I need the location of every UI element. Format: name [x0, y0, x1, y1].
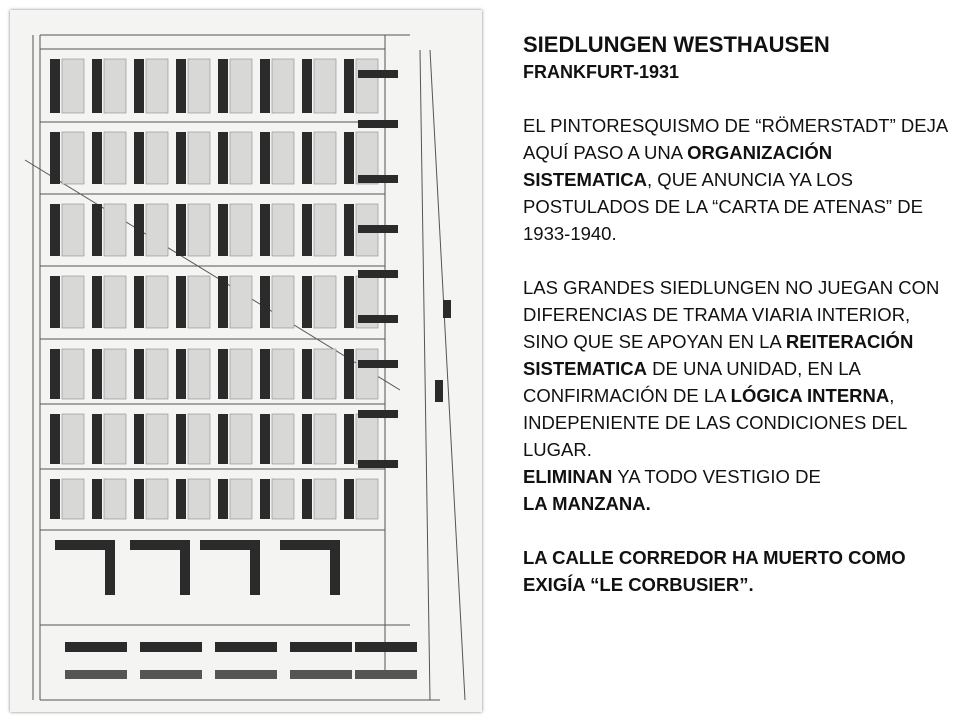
- p1-bold: ORGANIZACIÓN SISTEMATICA: [523, 142, 833, 190]
- plan-row-house-dark: [50, 414, 60, 464]
- plan-lower-block: [250, 540, 260, 595]
- plan-row-house-light: [272, 414, 294, 464]
- plan-row-house-dark: [260, 132, 270, 184]
- plan-row-house-light: [188, 414, 210, 464]
- plan-row-house-light: [272, 349, 294, 399]
- description-panel: [523, 31, 953, 598]
- plan-row-house-dark: [302, 59, 312, 113]
- plan-bottom-block: [215, 670, 277, 679]
- plan-side-block: [358, 175, 398, 183]
- plan-row-house-light: [230, 479, 252, 519]
- plan-row-house-dark: [134, 349, 144, 399]
- paragraph-3: [523, 544, 953, 598]
- plan-row-house-light: [230, 349, 252, 399]
- plan-row-house-light: [188, 276, 210, 328]
- plan-row-house-light: [62, 276, 84, 328]
- plan-row-house-dark: [50, 204, 60, 256]
- plan-row-house-light: [62, 479, 84, 519]
- plan-row-house-dark: [218, 204, 228, 256]
- plan-bottom-block: [65, 642, 127, 652]
- plan-row-house-dark: [50, 349, 60, 399]
- plan-row-house-light: [62, 59, 84, 113]
- plan-row-house-dark: [176, 59, 186, 113]
- plan-row-house-light: [314, 479, 336, 519]
- plan-row-house-light: [104, 414, 126, 464]
- page-subtitle: FRANKFURT-1931: [523, 62, 680, 82]
- plan-row-house-light: [188, 479, 210, 519]
- plan-row-house-dark: [134, 479, 144, 519]
- plan-side-block: [358, 120, 398, 128]
- plan-row-house-dark: [50, 132, 60, 184]
- plan-row-house-light: [230, 132, 252, 184]
- plan-row-house-dark: [134, 414, 144, 464]
- plan-side-block: [358, 460, 398, 468]
- plan-row-house-dark: [92, 204, 102, 256]
- plan-row-house-light: [272, 479, 294, 519]
- plan-row-house-dark: [302, 132, 312, 184]
- plan-row-house-dark: [176, 204, 186, 256]
- plan-row-house-light: [188, 349, 210, 399]
- plan-side-block: [358, 270, 398, 278]
- plan-row-house-light: [314, 276, 336, 328]
- plan-row-house-light: [188, 132, 210, 184]
- p3-bold: LA CALLE CORREDOR HA MUERTO COMO EXIGÍA “LE CORBUSIER”.: [523, 547, 906, 595]
- plan-row-house-dark: [218, 132, 228, 184]
- plan-side-block: [358, 410, 398, 418]
- plan-side-block: [358, 315, 398, 323]
- plan-row-house-light: [230, 204, 252, 256]
- plan-row-house-dark: [344, 414, 354, 464]
- plan-lower-block: [180, 540, 190, 595]
- plan-row-house-dark: [50, 479, 60, 519]
- plan-row-house-light: [104, 204, 126, 256]
- plan-row-house-dark: [176, 479, 186, 519]
- plan-row-house-dark: [134, 204, 144, 256]
- plan-row-house-dark: [134, 132, 144, 184]
- plan-bottom-block: [65, 670, 127, 679]
- p2-text-c: DE UNA UNIDAD, EN LA CONFIRMACIÓN DE LA: [523, 358, 860, 406]
- plan-row-house-dark: [176, 349, 186, 399]
- plan-row-house-light: [314, 349, 336, 399]
- site-plan-drawing: [10, 10, 482, 712]
- plan-row-house-dark: [176, 276, 186, 328]
- p1-text-a: EL PINTORESQUISMO DE “RÖMERSTADT” DEJA AQUÍ PASO A UNA: [523, 115, 948, 163]
- plan-row-house-light: [146, 479, 168, 519]
- plan-row-house-light: [272, 132, 294, 184]
- plan-row-house-light: [146, 132, 168, 184]
- plan-row-house-light: [146, 204, 168, 256]
- plan-row-house-dark: [302, 479, 312, 519]
- plan-row-house-dark: [92, 479, 102, 519]
- plan-row-house-dark: [134, 59, 144, 113]
- plan-lower-block: [105, 540, 115, 595]
- plan-row-house-dark: [260, 276, 270, 328]
- plan-row-house-dark: [218, 276, 228, 328]
- plan-row-house-dark: [92, 132, 102, 184]
- plan-row-house-dark: [50, 59, 60, 113]
- plan-row-house-light: [272, 204, 294, 256]
- plan-row-house-dark: [92, 349, 102, 399]
- plan-row-house-dark: [218, 414, 228, 464]
- plan-row-house-dark: [344, 479, 354, 519]
- plan-row-house-dark: [260, 479, 270, 519]
- p2-text-g: YA TODO VESTIGIO DE: [612, 466, 821, 487]
- plan-row-house-dark: [50, 276, 60, 328]
- plan-row-house-light: [188, 204, 210, 256]
- plan-row-house-dark: [92, 59, 102, 113]
- plan-row-house-light: [104, 59, 126, 113]
- plan-row-house-light: [62, 132, 84, 184]
- plan-row-house-dark: [344, 59, 354, 113]
- plan-bottom-block: [215, 642, 277, 652]
- plan-side-block: [358, 360, 398, 368]
- plan-row-house-light: [230, 59, 252, 113]
- plan-bottom-block: [140, 642, 202, 652]
- plan-row-house-dark: [260, 414, 270, 464]
- p1-text-c: , QUE ANUNCIA YA LOS POSTULADOS DE LA “CARTA DE ATENAS” DE 1933-1940.: [523, 169, 923, 244]
- plan-lower-block: [330, 540, 340, 595]
- plan-row-house-dark: [302, 276, 312, 328]
- plan-row-house-dark: [176, 414, 186, 464]
- plan-row-house-light: [62, 414, 84, 464]
- plan-row-house-light: [104, 276, 126, 328]
- plan-row-house-light: [146, 276, 168, 328]
- paragraph-1: [523, 112, 953, 247]
- plan-row-house-dark: [260, 349, 270, 399]
- plan-row-house-light: [314, 414, 336, 464]
- plan-row-house-dark: [134, 276, 144, 328]
- plan-side-block: [358, 225, 398, 233]
- plan-row-house-light: [356, 414, 378, 464]
- site-plan-image: [10, 10, 482, 712]
- plan-row-house-light: [62, 349, 84, 399]
- plan-row-house-light: [146, 414, 168, 464]
- p2-text-e: , INDEPENIENTE DE LAS CONDICIONES DEL LUGAR.: [523, 385, 907, 460]
- plan-row-house-light: [272, 276, 294, 328]
- plan-row-house-dark: [218, 479, 228, 519]
- plan-row-house-light: [314, 132, 336, 184]
- page-title: SIEDLUNGEN WESTHAUSEN: [523, 32, 830, 57]
- plan-bottom-block: [355, 670, 417, 679]
- plan-row-house-dark: [302, 349, 312, 399]
- plan-row-house-light: [272, 59, 294, 113]
- plan-row-house-light: [146, 59, 168, 113]
- p2-bold-2: LÓGICA INTERNA: [730, 385, 890, 406]
- plan-row-house-dark: [218, 349, 228, 399]
- plan-row-house-dark: [260, 59, 270, 113]
- plan-side-block: [358, 70, 398, 78]
- plan-row-house-dark: [344, 204, 354, 256]
- p2-bold-3: ELIMINAN: [523, 466, 613, 487]
- p2-bold-4: LA MANZANA.: [523, 493, 651, 514]
- plan-row-house-light: [314, 59, 336, 113]
- plan-bottom-block: [140, 670, 202, 679]
- plan-row-house-light: [356, 59, 378, 113]
- p2-text-a: LAS GRANDES SIEDLUNGEN NO JUEGAN CON DIFERENCIAS DE TRAMA VIARIA INTERIOR, SINO QUE SE APOYAN EN LA: [523, 277, 940, 352]
- plan-row-house-dark: [260, 204, 270, 256]
- plan-row-house-light: [188, 59, 210, 113]
- plan-row-house-light: [146, 349, 168, 399]
- plan-row-house-light: [356, 479, 378, 519]
- plan-row-house-dark: [92, 414, 102, 464]
- plan-row-house-dark: [344, 349, 354, 399]
- plan-bottom-block: [290, 670, 352, 679]
- plan-row-house-light: [314, 204, 336, 256]
- plan-row-house-dark: [302, 414, 312, 464]
- plan-small-mark: [443, 300, 451, 318]
- plan-row-house-light: [230, 414, 252, 464]
- plan-row-house-dark: [302, 204, 312, 256]
- plan-row-house-dark: [344, 132, 354, 184]
- plan-row-house-dark: [344, 276, 354, 328]
- plan-row-house-light: [104, 349, 126, 399]
- plan-row-house-dark: [176, 132, 186, 184]
- plan-row-house-light: [356, 349, 378, 399]
- plan-row-house-light: [230, 276, 252, 328]
- paragraph-2: [523, 274, 953, 517]
- plan-row-house-dark: [218, 59, 228, 113]
- plan-bottom-block: [355, 642, 417, 652]
- plan-row-house-light: [104, 132, 126, 184]
- plan-bottom-block: [290, 642, 352, 652]
- plan-row-house-dark: [92, 276, 102, 328]
- p2-bold-1: REITERACIÓN SISTEMATICA: [523, 331, 914, 379]
- plan-row-house-light: [62, 204, 84, 256]
- plan-row-house-light: [104, 479, 126, 519]
- plan-small-mark: [435, 380, 443, 402]
